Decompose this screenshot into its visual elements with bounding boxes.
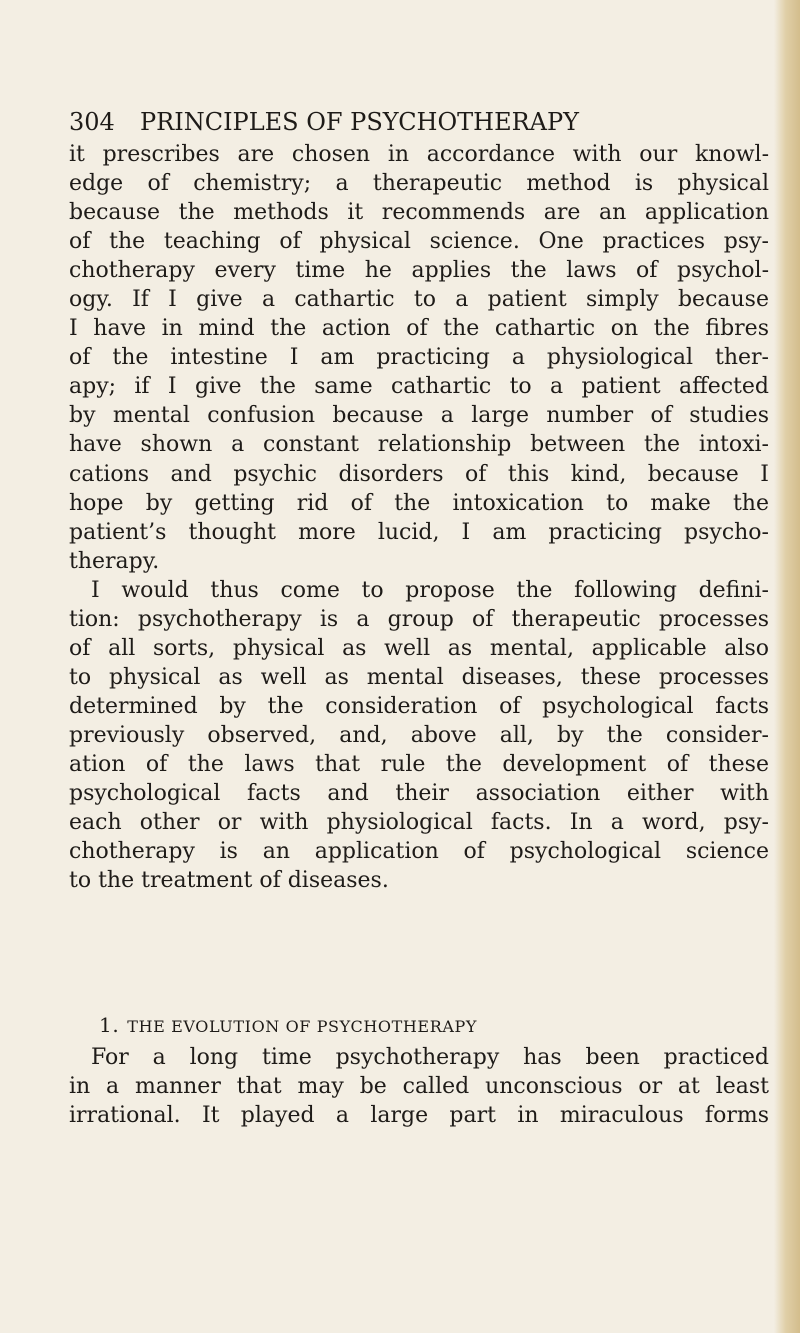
text-line: have shown a constant relationship between the intoxi- bbox=[69, 432, 769, 458]
section-heading bbox=[99, 1013, 477, 1039]
text-line: because the methods it recommends are an application bbox=[69, 200, 769, 226]
text-line: each other or with physiological facts. In a word, psy- bbox=[69, 810, 769, 836]
text-line: cations and psychic disorders of this kind, because I bbox=[69, 461, 769, 487]
text-line: of the teaching of physical science. One practices psy- bbox=[69, 229, 769, 255]
text-line: in a manner that may be called unconscious or at least bbox=[69, 1074, 769, 1100]
text-line: by mental confusion because a large number of studies bbox=[69, 403, 769, 429]
text-line: edge of chemistry; a therapeutic method is physical bbox=[69, 171, 769, 197]
text-line: chotherapy every time he applies the laws of psychol- bbox=[69, 258, 769, 284]
section-text bbox=[69, 1043, 769, 1130]
text-line: I have in mind the action of the cathartic on the fibres bbox=[69, 316, 769, 342]
running-head bbox=[69, 105, 769, 139]
text-line: psychological facts and their association either with bbox=[69, 781, 769, 807]
text-line: tion: psychotherapy is a group of therapeutic processes bbox=[69, 606, 769, 632]
text-line: ation of the laws that rule the development of these bbox=[69, 751, 769, 777]
text-line: irrational. It played a large part in miraculous forms bbox=[69, 1103, 769, 1129]
text-line: therapy. bbox=[69, 548, 160, 574]
text-line: I would thus come to propose the following defini- bbox=[91, 577, 769, 603]
text-line: hope by getting rid of the intoxication to make the bbox=[69, 490, 769, 516]
body-text bbox=[69, 140, 769, 895]
text-line: previously observed, and, above all, by the consider- bbox=[69, 722, 769, 748]
text-line: patient’s thought more lucid, I am practicing psycho- bbox=[69, 519, 769, 545]
page-number: 304 bbox=[69, 108, 115, 136]
text-line: to the treatment of diseases. bbox=[69, 868, 389, 894]
text-line: ogy. If I give a cathartic to a patient simply because bbox=[69, 287, 769, 313]
section-number: 1. bbox=[99, 1013, 120, 1037]
page-edge-shadow bbox=[774, 0, 800, 1333]
text-line: apy; if I give the same cathartic to a patient affected bbox=[69, 374, 769, 400]
text-line: of all sorts, physical as well as mental, applicable also bbox=[69, 635, 769, 661]
text-line: determined by the consideration of psychological facts bbox=[69, 693, 769, 719]
text-line: chotherapy is an application of psychological science bbox=[69, 839, 769, 865]
text-line: to physical as well as mental diseases, these processes bbox=[69, 664, 769, 690]
text-line: it prescribes are chosen in accordance with our knowl- bbox=[69, 142, 769, 167]
text-line: of the intestine I am practicing a physiological ther- bbox=[69, 345, 769, 371]
section-title: THE EVOLUTION OF PSYCHOTHERAPY bbox=[127, 1017, 478, 1036]
text-line: For a long time psychotherapy has been practiced bbox=[91, 1045, 769, 1070]
running-title: PRINCIPLES OF PSYCHOTHERAPY bbox=[140, 108, 580, 136]
